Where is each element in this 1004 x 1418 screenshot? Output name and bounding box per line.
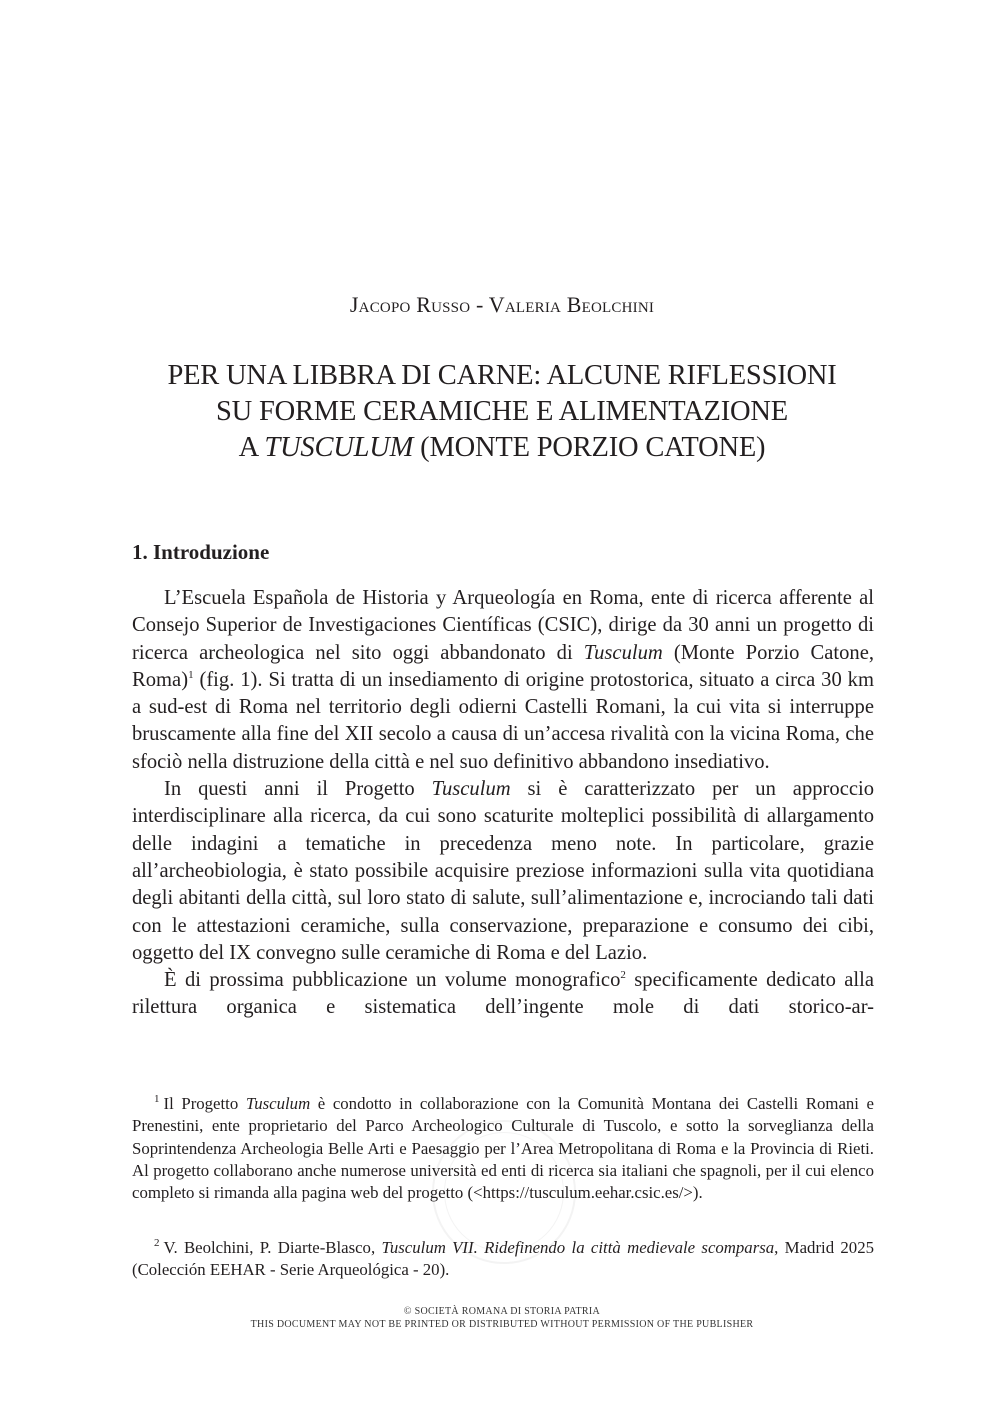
- footnote-2: [132, 1237, 874, 1282]
- text: In questi anni il Progetto: [164, 778, 432, 801]
- footnote-1: [132, 1093, 874, 1204]
- text: È di prossima pubblicazione un volume monografico: [164, 969, 621, 992]
- title-text: A: [238, 432, 265, 463]
- paragraph-2: [132, 776, 874, 967]
- authors: Jacopo Russo - Valeria Beolchini: [349, 292, 655, 317]
- italic-text: Tusculum: [431, 778, 511, 801]
- text: , Madrid 2025 (Colección EEHAR - Serie Arqueológica - 20).: [132, 1238, 874, 1280]
- footnote-number: 1: [154, 1093, 160, 1106]
- italic-text: Tusculum VII. Ridefinendo la città medievale scomparsa: [381, 1238, 775, 1257]
- text: si è caratterizzato per un approccio interdisciplinare alla ricerca, da cui sono scaturite molteplici possibilità di allargamento delle indagini a tematiche in precedenza meno note. In particolare, grazie all’archeobiologia, è stato possibile acquisire preziose informazioni sulla vita quotidiana degli abitanti della città, sul loro stato di salute, sull’alimentazione e, incrociando tali dati con le attestazioni ceramiche, sulla conservazione, preparazione e consumo dei cibi, oggetto del IX convegno sulle ceramiche di Roma e del Lazio.: [132, 778, 874, 964]
- copyright-line: © SOCIETÀ ROMANA DI STORIA PATRIA: [403, 1306, 601, 1317]
- paragraph-3: [132, 967, 874, 1022]
- footnote-ref-1[interactable]: 1: [188, 669, 194, 682]
- text: (Monte Porzio Catone, Roma): [132, 641, 874, 691]
- text: è condotto in collaborazione con la Comunità Montana dei Castelli Romani e Prenestini, ente proprietario del Parco Archeologico Culturale di Tuscolo, e sotto la sorveglianza della Soprintendenza Archeologia Belle Arti e Paesaggio per l’Area Metropolitana di Roma e la Provincia di Rieti. Al progetto collaborano anche numerose università ed enti di ricerca sia italiani che spagnoli, per il cui elenco completo si rimanda alla pagina web del progetto (<https://tusculum.eehar.csic.es/>).: [132, 1094, 874, 1203]
- footnote-number: 2: [154, 1237, 160, 1250]
- footnote-ref-2[interactable]: 2: [620, 969, 626, 982]
- permission-notice: THIS DOCUMENT MAY NOT BE PRINTED OR DISTRIBUTED WITHOUT PERMISSION OF THE PUBLISHER: [250, 1319, 754, 1330]
- text: specificamente dedicato alla rilettura organica e sistematica dell’ingente mole di dati storico-ar-: [132, 969, 875, 1019]
- title-line-3: [0, 430, 1004, 466]
- text: (fig. 1). Si tratta di un insediamento di origine protostorica, situato a circa 30 km a sud-est di Roma nel territorio degli odierni Castelli Romani, la cui vita si interruppe bruscamente alla fine del XII secolo a causa di un’accesa rivalità con la vicina Roma, che sfociò nella distruzione della città e nel suo definitivo abbandono insediativo.: [132, 668, 874, 773]
- title-text: (MONTE PORZIO CATONE): [413, 432, 766, 463]
- section-heading: 1. Introduzione: [132, 540, 270, 564]
- title-line-1: PER UNA LIBBRA DI CARNE: ALCUNE RIFLESSIONI: [167, 360, 837, 391]
- body-text: [132, 585, 874, 1022]
- article-title: [0, 358, 1004, 466]
- copyright-footer: [0, 1305, 1004, 1331]
- title-line-2: SU FORME CERAMICHE E ALIMENTAZIONE: [216, 396, 788, 427]
- text: L’Escuela Española de Historia y Arqueología en Roma, ente di ricerca afferente al Consejo Superior de Investigaciones Científicas (CSIC), dirige da 30 anni un progetto di ricerca archeologica nel sito oggi abbandonato di: [132, 587, 874, 664]
- text: V. Beolchini, P. Diarte-Blasco,: [163, 1238, 382, 1257]
- italic-text: Tusculum: [245, 1094, 311, 1113]
- italic-text: Tusculum: [583, 641, 663, 664]
- title-italic: TUSCULUM: [264, 432, 414, 463]
- text: Il Progetto: [163, 1094, 246, 1113]
- paragraph-1: [132, 585, 874, 776]
